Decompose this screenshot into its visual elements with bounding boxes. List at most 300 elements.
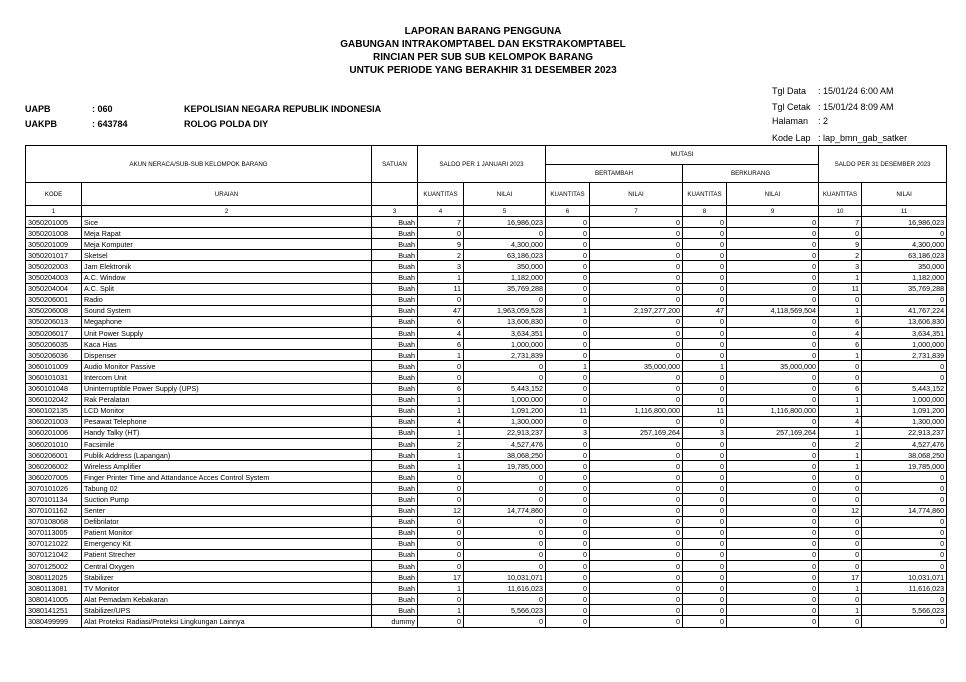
- cell-nilai-akhir: 0: [862, 594, 947, 605]
- cell-kuantitas-awal: 0: [418, 483, 464, 494]
- cell-kuantitas-berkurang: 11: [683, 405, 727, 416]
- cell-nilai-bertambah: 0: [590, 494, 683, 505]
- cell-kuantitas-berkurang: 0: [683, 549, 727, 560]
- cell-nilai-akhir: 0: [862, 361, 947, 372]
- cell-kuantitas-berkurang: 0: [683, 261, 727, 272]
- cell-uraian: Publik Address (Lapangan): [82, 450, 372, 461]
- cell-kuantitas-berkurang: 1: [683, 361, 727, 372]
- cell-uraian: Rak Peralatan: [82, 394, 372, 405]
- cell-nilai-bertambah: 0: [590, 538, 683, 549]
- cell-satuan: Buah: [372, 350, 418, 361]
- cell-kuantitas-awal: 4: [418, 328, 464, 339]
- cell-nilai-berkurang: 0: [727, 372, 819, 383]
- cell-nilai-awal: 350,000: [464, 261, 546, 272]
- cell-satuan: Buah: [372, 494, 418, 505]
- table-row: [26, 316, 947, 327]
- cell-kuantitas-bertambah: 1: [546, 305, 590, 316]
- cell-uraian: Jam Elektronik: [82, 261, 372, 272]
- cell-uraian: Sketsel: [82, 250, 372, 261]
- cell-kode: 3050202003: [26, 261, 82, 272]
- cell-kode: 3060101009: [26, 361, 82, 372]
- table-row: [26, 261, 947, 272]
- header-saldo-akhir: SALDO PER 31 DESEMBER 2023: [819, 146, 947, 183]
- cell-kuantitas-awal: 0: [418, 372, 464, 383]
- cell-kode: 3070121022: [26, 538, 82, 549]
- cell-kuantitas-akhir: 0: [819, 594, 862, 605]
- cell-nilai-bertambah: 0: [590, 217, 683, 228]
- cell-kuantitas-akhir: 0: [819, 616, 862, 627]
- cell-kuantitas-berkurang: 0: [683, 383, 727, 394]
- cell-nilai-berkurang: 0: [727, 217, 819, 228]
- cell-kuantitas-akhir: 2: [819, 438, 862, 449]
- header-nilai-berkurang: NILAI: [727, 183, 819, 206]
- cell-uraian: Central Oxygen: [82, 561, 372, 572]
- cell-nilai-awal: 16,986,023: [464, 217, 546, 228]
- cell-kuantitas-berkurang: 0: [683, 239, 727, 250]
- cell-nilai-akhir: 350,000: [862, 261, 947, 272]
- cell-kuantitas-awal: 0: [418, 361, 464, 372]
- cell-satuan: Buah: [372, 217, 418, 228]
- cell-kode: 3050206001: [26, 294, 82, 305]
- cell-nilai-awal: 3,634,351: [464, 328, 546, 339]
- table-row: [26, 538, 947, 549]
- cell-nilai-berkurang: 0: [727, 228, 819, 239]
- cell-satuan: Buah: [372, 383, 418, 394]
- cell-nilai-bertambah: 0: [590, 583, 683, 594]
- column-number: 5: [464, 206, 546, 217]
- cell-satuan: Buah: [372, 461, 418, 472]
- column-number: 6: [546, 206, 590, 217]
- cell-kuantitas-bertambah: 0: [546, 450, 590, 461]
- cell-kuantitas-bertambah: 3: [546, 427, 590, 438]
- cell-nilai-berkurang: 35,000,000: [727, 361, 819, 372]
- cell-nilai-bertambah: 0: [590, 561, 683, 572]
- kode-lap-label: Kode Lap: [772, 133, 811, 143]
- cell-nilai-bertambah: 0: [590, 272, 683, 283]
- header-kuantitas-berkurang: KUANTITAS: [683, 183, 727, 206]
- cell-uraian: Megaphone: [82, 316, 372, 327]
- cell-nilai-akhir: 10,031,071: [862, 572, 947, 583]
- header-uraian: URAIAN: [82, 183, 372, 206]
- table-row: [26, 594, 947, 605]
- cell-satuan: Buah: [372, 505, 418, 516]
- cell-nilai-bertambah: 0: [590, 416, 683, 427]
- cell-nilai-awal: 1,000,000: [464, 394, 546, 405]
- cell-kuantitas-berkurang: 0: [683, 250, 727, 261]
- table-row: [26, 239, 947, 250]
- cell-kode: 3050206017: [26, 328, 82, 339]
- cell-nilai-bertambah: 257,169,264: [590, 427, 683, 438]
- cell-nilai-akhir: 14,774,860: [862, 505, 947, 516]
- cell-kuantitas-akhir: 7: [819, 217, 862, 228]
- cell-kode: 3050206036: [26, 350, 82, 361]
- cell-kuantitas-berkurang: 0: [683, 494, 727, 505]
- cell-kuantitas-akhir: 17: [819, 572, 862, 583]
- cell-kuantitas-awal: 0: [418, 472, 464, 483]
- cell-nilai-awal: 4,527,476: [464, 438, 546, 449]
- cell-nilai-bertambah: 0: [590, 294, 683, 305]
- cell-satuan: Buah: [372, 305, 418, 316]
- cell-satuan: Buah: [372, 339, 418, 350]
- cell-kuantitas-awal: 1: [418, 272, 464, 283]
- cell-kuantitas-bertambah: 0: [546, 505, 590, 516]
- table-row: [26, 549, 947, 560]
- cell-kuantitas-bertambah: 1: [546, 361, 590, 372]
- cell-nilai-berkurang: 257,169,264: [727, 427, 819, 438]
- cell-nilai-bertambah: 0: [590, 316, 683, 327]
- table-row: [26, 472, 947, 483]
- cell-kode: 3060102135: [26, 405, 82, 416]
- cell-uraian: A.C. Split: [82, 283, 372, 294]
- cell-nilai-awal: 0: [464, 494, 546, 505]
- cell-nilai-bertambah: 1,116,800,000: [590, 405, 683, 416]
- cell-kuantitas-berkurang: 0: [683, 561, 727, 572]
- cell-satuan: Buah: [372, 450, 418, 461]
- table-row: [26, 372, 947, 383]
- cell-kuantitas-awal: 0: [418, 549, 464, 560]
- cell-uraian: Tabung 02: [82, 483, 372, 494]
- cell-kuantitas-akhir: 1: [819, 427, 862, 438]
- cell-kuantitas-bertambah: 0: [546, 294, 590, 305]
- table-body: [26, 217, 947, 627]
- cell-kuantitas-akhir: 0: [819, 361, 862, 372]
- header-kode: KODE: [26, 183, 82, 206]
- cell-kuantitas-akhir: 0: [819, 527, 862, 538]
- halaman-value: : 2: [818, 116, 829, 126]
- cell-nilai-awal: 63,186,023: [464, 250, 546, 261]
- cell-kuantitas-awal: 12: [418, 505, 464, 516]
- column-number: 7: [590, 206, 683, 217]
- cell-kuantitas-akhir: 0: [819, 372, 862, 383]
- cell-nilai-berkurang: 0: [727, 549, 819, 560]
- cell-kuantitas-awal: 0: [418, 494, 464, 505]
- cell-nilai-bertambah: 0: [590, 350, 683, 361]
- header-mutasi: MUTASI: [546, 146, 819, 165]
- column-number: 10: [819, 206, 862, 217]
- uapb-code: : 060: [92, 104, 113, 114]
- cell-nilai-akhir: 1,000,000: [862, 394, 947, 405]
- cell-nilai-akhir: 1,091,200: [862, 405, 947, 416]
- cell-kuantitas-awal: 6: [418, 383, 464, 394]
- cell-nilai-awal: 0: [464, 294, 546, 305]
- cell-kuantitas-bertambah: 0: [546, 339, 590, 350]
- cell-kuantitas-akhir: 1: [819, 394, 862, 405]
- cell-uraian: Emergency Kit: [82, 538, 372, 549]
- cell-nilai-bertambah: 0: [590, 605, 683, 616]
- cell-nilai-bertambah: 0: [590, 328, 683, 339]
- halaman-label: Halaman: [772, 116, 809, 126]
- header-nilai-awal: NILAI: [464, 183, 546, 206]
- cell-uraian: Finger Printer Time and Attandance Acces Control System: [82, 472, 372, 483]
- cell-nilai-bertambah: 35,000,000: [590, 361, 683, 372]
- cell-nilai-berkurang: 0: [727, 350, 819, 361]
- cell-uraian: Wireless Amplifier: [82, 461, 372, 472]
- cell-kuantitas-akhir: 6: [819, 383, 862, 394]
- header-kuantitas-awal: KUANTITAS: [418, 183, 464, 206]
- cell-nilai-bertambah: 0: [590, 461, 683, 472]
- cell-nilai-awal: 0: [464, 472, 546, 483]
- cell-nilai-berkurang: 0: [727, 483, 819, 494]
- cell-kuantitas-berkurang: 0: [683, 394, 727, 405]
- cell-kuantitas-akhir: 0: [819, 294, 862, 305]
- cell-nilai-awal: 0: [464, 538, 546, 549]
- cell-nilai-awal: 0: [464, 549, 546, 560]
- cell-kuantitas-bertambah: 0: [546, 438, 590, 449]
- cell-kuantitas-bertambah: 0: [546, 228, 590, 239]
- tgl-data-label: Tgl Data: [772, 86, 807, 96]
- cell-nilai-awal: 35,769,288: [464, 283, 546, 294]
- cell-kuantitas-awal: 9: [418, 239, 464, 250]
- cell-satuan: Buah: [372, 361, 418, 372]
- cell-kuantitas-berkurang: 0: [683, 538, 727, 549]
- cell-nilai-bertambah: 2,197,277,200: [590, 305, 683, 316]
- report-subtitle-3: UNTUK PERIODE YANG BERAKHIR 31 DESEMBER 2023: [349, 65, 617, 76]
- cell-kuantitas-bertambah: 0: [546, 261, 590, 272]
- cell-nilai-berkurang: 0: [727, 394, 819, 405]
- cell-nilai-bertambah: 0: [590, 616, 683, 627]
- cell-nilai-bertambah: 0: [590, 483, 683, 494]
- report-table: [25, 145, 947, 628]
- cell-nilai-akhir: 0: [862, 228, 947, 239]
- header-kuantitas-akhir: KUANTITAS: [819, 183, 862, 206]
- cell-nilai-akhir: 0: [862, 494, 947, 505]
- header-nilai-bertambah: NILAI: [590, 183, 683, 206]
- cell-kuantitas-bertambah: 0: [546, 538, 590, 549]
- cell-nilai-akhir: 0: [862, 616, 947, 627]
- tgl-cetak-label: Tgl Cetak: [772, 102, 811, 112]
- cell-nilai-berkurang: 0: [727, 527, 819, 538]
- cell-nilai-awal: 0: [464, 561, 546, 572]
- cell-nilai-berkurang: 0: [727, 494, 819, 505]
- cell-kuantitas-akhir: 0: [819, 472, 862, 483]
- cell-nilai-akhir: 0: [862, 472, 947, 483]
- table-row: [26, 583, 947, 594]
- cell-satuan: Buah: [372, 239, 418, 250]
- cell-nilai-awal: 1,300,000: [464, 416, 546, 427]
- column-number: 4: [418, 206, 464, 217]
- table-row: [26, 339, 947, 350]
- cell-kode: 3070113005: [26, 527, 82, 538]
- cell-uraian: Dispenser: [82, 350, 372, 361]
- table-row: [26, 505, 947, 516]
- cell-kuantitas-berkurang: 0: [683, 316, 727, 327]
- cell-kuantitas-awal: 1: [418, 350, 464, 361]
- cell-nilai-awal: 0: [464, 372, 546, 383]
- table-row: [26, 572, 947, 583]
- cell-kuantitas-bertambah: 0: [546, 483, 590, 494]
- cell-nilai-akhir: 1,000,000: [862, 339, 947, 350]
- cell-nilai-akhir: 38,068,250: [862, 450, 947, 461]
- cell-kuantitas-akhir: 0: [819, 516, 862, 527]
- cell-kuantitas-awal: 2: [418, 250, 464, 261]
- cell-kuantitas-akhir: 6: [819, 316, 862, 327]
- cell-nilai-berkurang: 0: [727, 328, 819, 339]
- cell-satuan: Buah: [372, 438, 418, 449]
- cell-kuantitas-akhir: 0: [819, 483, 862, 494]
- cell-kuantitas-awal: 0: [418, 616, 464, 627]
- cell-nilai-berkurang: 0: [727, 239, 819, 250]
- cell-nilai-awal: 0: [464, 616, 546, 627]
- cell-kuantitas-bertambah: 11: [546, 405, 590, 416]
- header-satuan-blank: [372, 183, 418, 206]
- cell-kuantitas-bertambah: 0: [546, 605, 590, 616]
- cell-nilai-berkurang: 0: [727, 572, 819, 583]
- cell-uraian: Patient Strecher: [82, 549, 372, 560]
- table-row: [26, 483, 947, 494]
- cell-kuantitas-awal: 0: [418, 228, 464, 239]
- table-row: [26, 394, 947, 405]
- cell-satuan: Buah: [372, 328, 418, 339]
- cell-uraian: Facsimile: [82, 438, 372, 449]
- cell-nilai-berkurang: 0: [727, 472, 819, 483]
- cell-kuantitas-berkurang: 0: [683, 228, 727, 239]
- column-number: 2: [82, 206, 372, 217]
- cell-nilai-akhir: 2,731,839: [862, 350, 947, 361]
- cell-nilai-akhir: 16,986,023: [862, 217, 947, 228]
- cell-uraian: Stabilizer: [82, 572, 372, 583]
- cell-uraian: Handy Talky (HT): [82, 427, 372, 438]
- cell-kuantitas-awal: 47: [418, 305, 464, 316]
- cell-nilai-berkurang: 0: [727, 450, 819, 461]
- column-number: 1: [26, 206, 82, 217]
- cell-kode: 3060101048: [26, 383, 82, 394]
- cell-kuantitas-akhir: 9: [819, 239, 862, 250]
- cell-nilai-awal: 0: [464, 228, 546, 239]
- cell-kuantitas-akhir: 1: [819, 450, 862, 461]
- cell-nilai-berkurang: 0: [727, 250, 819, 261]
- cell-uraian: Patient Monitor: [82, 527, 372, 538]
- cell-uraian: Kaca Hias: [82, 339, 372, 350]
- cell-kode: 3060201003: [26, 416, 82, 427]
- header-kuantitas-bertambah: KUANTITAS: [546, 183, 590, 206]
- cell-nilai-awal: 5,443,152: [464, 383, 546, 394]
- cell-kode: 3070101134: [26, 494, 82, 505]
- cell-nilai-berkurang: 0: [727, 605, 819, 616]
- cell-nilai-awal: 10,031,071: [464, 572, 546, 583]
- cell-nilai-awal: 0: [464, 527, 546, 538]
- cell-satuan: Buah: [372, 594, 418, 605]
- cell-kuantitas-akhir: 0: [819, 549, 862, 560]
- cell-nilai-bertambah: 0: [590, 505, 683, 516]
- cell-nilai-bertambah: 0: [590, 438, 683, 449]
- cell-satuan: Buah: [372, 272, 418, 283]
- table-row: [26, 383, 947, 394]
- cell-kuantitas-berkurang: 0: [683, 616, 727, 627]
- table-row: [26, 228, 947, 239]
- cell-nilai-bertambah: 0: [590, 383, 683, 394]
- cell-nilai-akhir: 1,300,000: [862, 416, 947, 427]
- cell-nilai-berkurang: 0: [727, 594, 819, 605]
- cell-kuantitas-berkurang: 0: [683, 594, 727, 605]
- cell-kode: 3070108068: [26, 516, 82, 527]
- cell-uraian: Sice: [82, 217, 372, 228]
- cell-kuantitas-berkurang: 0: [683, 294, 727, 305]
- cell-kode: 3080113081: [26, 583, 82, 594]
- cell-nilai-berkurang: 0: [727, 261, 819, 272]
- cell-kuantitas-bertambah: 0: [546, 283, 590, 294]
- cell-nilai-bertambah: 0: [590, 472, 683, 483]
- cell-nilai-berkurang: 0: [727, 272, 819, 283]
- uapb-name: KEPOLISIAN NEGARA REPUBLIK INDONESIA: [184, 104, 382, 114]
- cell-kuantitas-berkurang: 0: [683, 372, 727, 383]
- cell-nilai-akhir: 13,606,830: [862, 316, 947, 327]
- header-satuan: SATUAN: [372, 146, 418, 183]
- cell-kuantitas-akhir: 1: [819, 461, 862, 472]
- cell-nilai-awal: 14,774,860: [464, 505, 546, 516]
- cell-kuantitas-awal: 1: [418, 583, 464, 594]
- cell-nilai-akhir: 22,913,237: [862, 427, 947, 438]
- cell-kuantitas-akhir: 0: [819, 228, 862, 239]
- cell-nilai-bertambah: 0: [590, 239, 683, 250]
- cell-uraian: Intercom Unit: [82, 372, 372, 383]
- cell-nilai-akhir: 0: [862, 294, 947, 305]
- cell-satuan: Buah: [372, 283, 418, 294]
- cell-kode: 3050201008: [26, 228, 82, 239]
- cell-kode: 3070101026: [26, 483, 82, 494]
- cell-nilai-akhir: 0: [862, 549, 947, 560]
- cell-kode: 3050201009: [26, 239, 82, 250]
- cell-kuantitas-awal: 0: [418, 594, 464, 605]
- cell-satuan: Buah: [372, 483, 418, 494]
- table-row: [26, 438, 947, 449]
- cell-nilai-bertambah: 0: [590, 527, 683, 538]
- cell-nilai-akhir: 0: [862, 538, 947, 549]
- cell-uraian: Alat Pemadam Kebakaran: [82, 594, 372, 605]
- cell-satuan: Buah: [372, 372, 418, 383]
- kode-lap-value: : lap_bmn_gab_satker: [818, 133, 908, 143]
- cell-nilai-awal: 5,566,023: [464, 605, 546, 616]
- cell-kuantitas-awal: 4: [418, 416, 464, 427]
- cell-nilai-akhir: 4,300,000: [862, 239, 947, 250]
- cell-kuantitas-akhir: 4: [819, 328, 862, 339]
- column-number: 9: [727, 206, 819, 217]
- cell-nilai-akhir: 5,566,023: [862, 605, 947, 616]
- cell-kuantitas-berkurang: 0: [683, 483, 727, 494]
- cell-kuantitas-awal: 0: [418, 561, 464, 572]
- cell-nilai-berkurang: 4,118,569,504: [727, 305, 819, 316]
- cell-kuantitas-berkurang: 0: [683, 527, 727, 538]
- cell-nilai-awal: 11,616,023: [464, 583, 546, 594]
- cell-kuantitas-awal: 0: [418, 527, 464, 538]
- cell-nilai-bertambah: 0: [590, 516, 683, 527]
- cell-kuantitas-berkurang: 0: [683, 339, 727, 350]
- cell-kode: 3080112025: [26, 572, 82, 583]
- cell-kuantitas-akhir: 12: [819, 505, 862, 516]
- cell-satuan: Buah: [372, 538, 418, 549]
- cell-kuantitas-berkurang: 0: [683, 505, 727, 516]
- cell-kode: 3050201017: [26, 250, 82, 261]
- cell-kuantitas-berkurang: 0: [683, 438, 727, 449]
- uapb-label: UAPB: [25, 104, 51, 114]
- cell-kuantitas-awal: 1: [418, 427, 464, 438]
- cell-uraian: Alat Proteksi Radiasi/Proteksi Lingkungan Lainnya: [82, 616, 372, 627]
- cell-kuantitas-akhir: 0: [819, 561, 862, 572]
- cell-satuan: Buah: [372, 549, 418, 560]
- report-title: LAPORAN BARANG PENGGUNA: [404, 26, 562, 37]
- cell-kuantitas-bertambah: 0: [546, 372, 590, 383]
- cell-nilai-berkurang: 0: [727, 383, 819, 394]
- cell-satuan: Buah: [372, 416, 418, 427]
- cell-kuantitas-awal: 1: [418, 450, 464, 461]
- cell-nilai-awal: 4,300,000: [464, 239, 546, 250]
- cell-kuantitas-akhir: 1: [819, 305, 862, 316]
- cell-nilai-awal: 0: [464, 361, 546, 372]
- cell-kuantitas-bertambah: 0: [546, 350, 590, 361]
- cell-kode: 3060207005: [26, 472, 82, 483]
- cell-nilai-akhir: 63,186,023: [862, 250, 947, 261]
- cell-nilai-bertambah: 0: [590, 250, 683, 261]
- cell-kuantitas-awal: 7: [418, 217, 464, 228]
